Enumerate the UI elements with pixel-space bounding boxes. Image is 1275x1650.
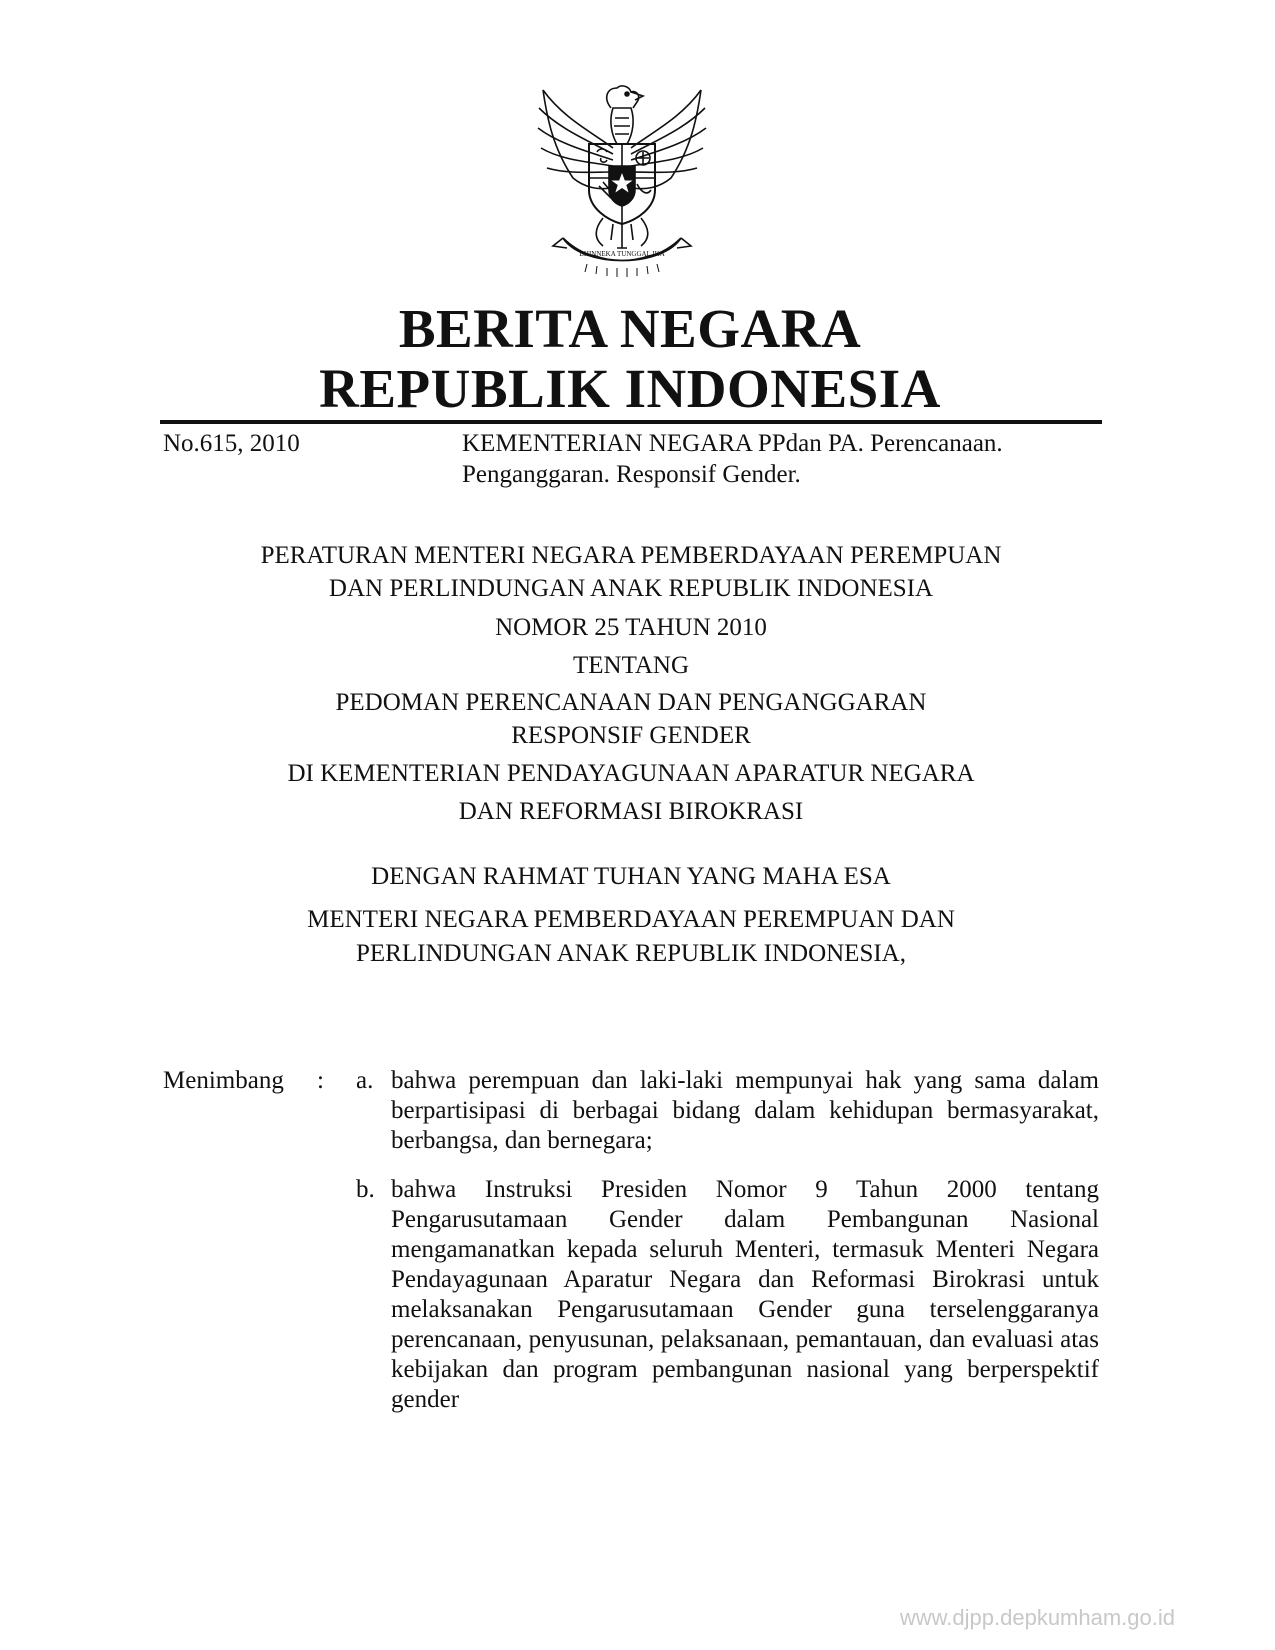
regulation-number: NOMOR 25 TAHUN 2010 xyxy=(495,614,767,641)
list-item-marker: b. xyxy=(356,1176,375,1203)
menimbang-colon: : xyxy=(317,1067,324,1094)
regulation-tentang: TENTANG xyxy=(572,652,690,679)
list-item: bahwa perempuan dan laki-laki mempunyai hak yang sama dalam berpartisipasi di berbagai bidang dalam kehidupan bermasyarakat, berbangsa, dan bernegara; xyxy=(391,1067,1099,1154)
garuda-pancasila-emblem-icon xyxy=(533,78,711,278)
menimbang-label: Menimbang xyxy=(163,1067,284,1094)
regulation-title-line: DAN PERLINDUNGAN ANAK REPUBLIK INDONESIA xyxy=(328,575,934,602)
gazette-subject: KEMENTERIAN NEGARA PPdan PA. Perencanaan. Penganggaran. Responsif Gender. xyxy=(462,430,1003,488)
gazette-number: No.615, 2010 xyxy=(163,430,300,457)
regulation-subject-line: PEDOMAN PERENCANAAN DAN PENGANGGARAN xyxy=(335,689,927,716)
masthead-subtitle: REPUBLIK INDONESIA xyxy=(319,358,941,419)
list-item-marker: a. xyxy=(356,1067,374,1094)
preamble-line: MENTERI NEGARA PEMBERDAYAAN PEREMPUAN DAN xyxy=(307,906,955,933)
regulation-subject-line: DAN REFORMASI BIROKRASI xyxy=(458,798,804,825)
source-watermark: www.djpp.depkumham.go.id xyxy=(899,1605,1175,1630)
preamble-line: DENGAN RAHMAT TUHAN YANG MAHA ESA xyxy=(371,863,891,890)
masthead-divider xyxy=(160,420,1102,424)
regulation-subject-line: RESPONSIF GENDER xyxy=(511,722,751,749)
emblem-motto: BHINNEKA TUNGGAL IKA xyxy=(579,250,665,258)
regulation-title-line: PERATURAN MENTERI NEGARA PEMBERDAYAAN PEREMPUAN xyxy=(260,542,1002,569)
masthead-title: BERITA NEGARA xyxy=(398,298,862,359)
list-item: bahwa Instruksi Presiden Nomor 9 Tahun 2000 tentang Pengarusutamaan Gender dalam Pembangunan Nasional mengamanatkan kepada seluruh Menteri, termasuk Menteri Negara Pendayagunaan Aparatur Negara dan Reformasi Birokrasi untuk melaksanakan Pengarusutamaan Gender guna terselenggaranya perencanaan, penyusunan, pelaksanaan, pemantauan, dan evaluasi atas kebijakan dan program pembangunan nasional yang berperspektif gender xyxy=(391,1176,1099,1413)
preamble-line: PERLINDUNGAN ANAK REPUBLIK INDONESIA, xyxy=(356,940,906,967)
regulation-subject-line: DI KEMENTERIAN PENDAYAGUNAAN APARATUR NEGARA xyxy=(287,760,975,787)
